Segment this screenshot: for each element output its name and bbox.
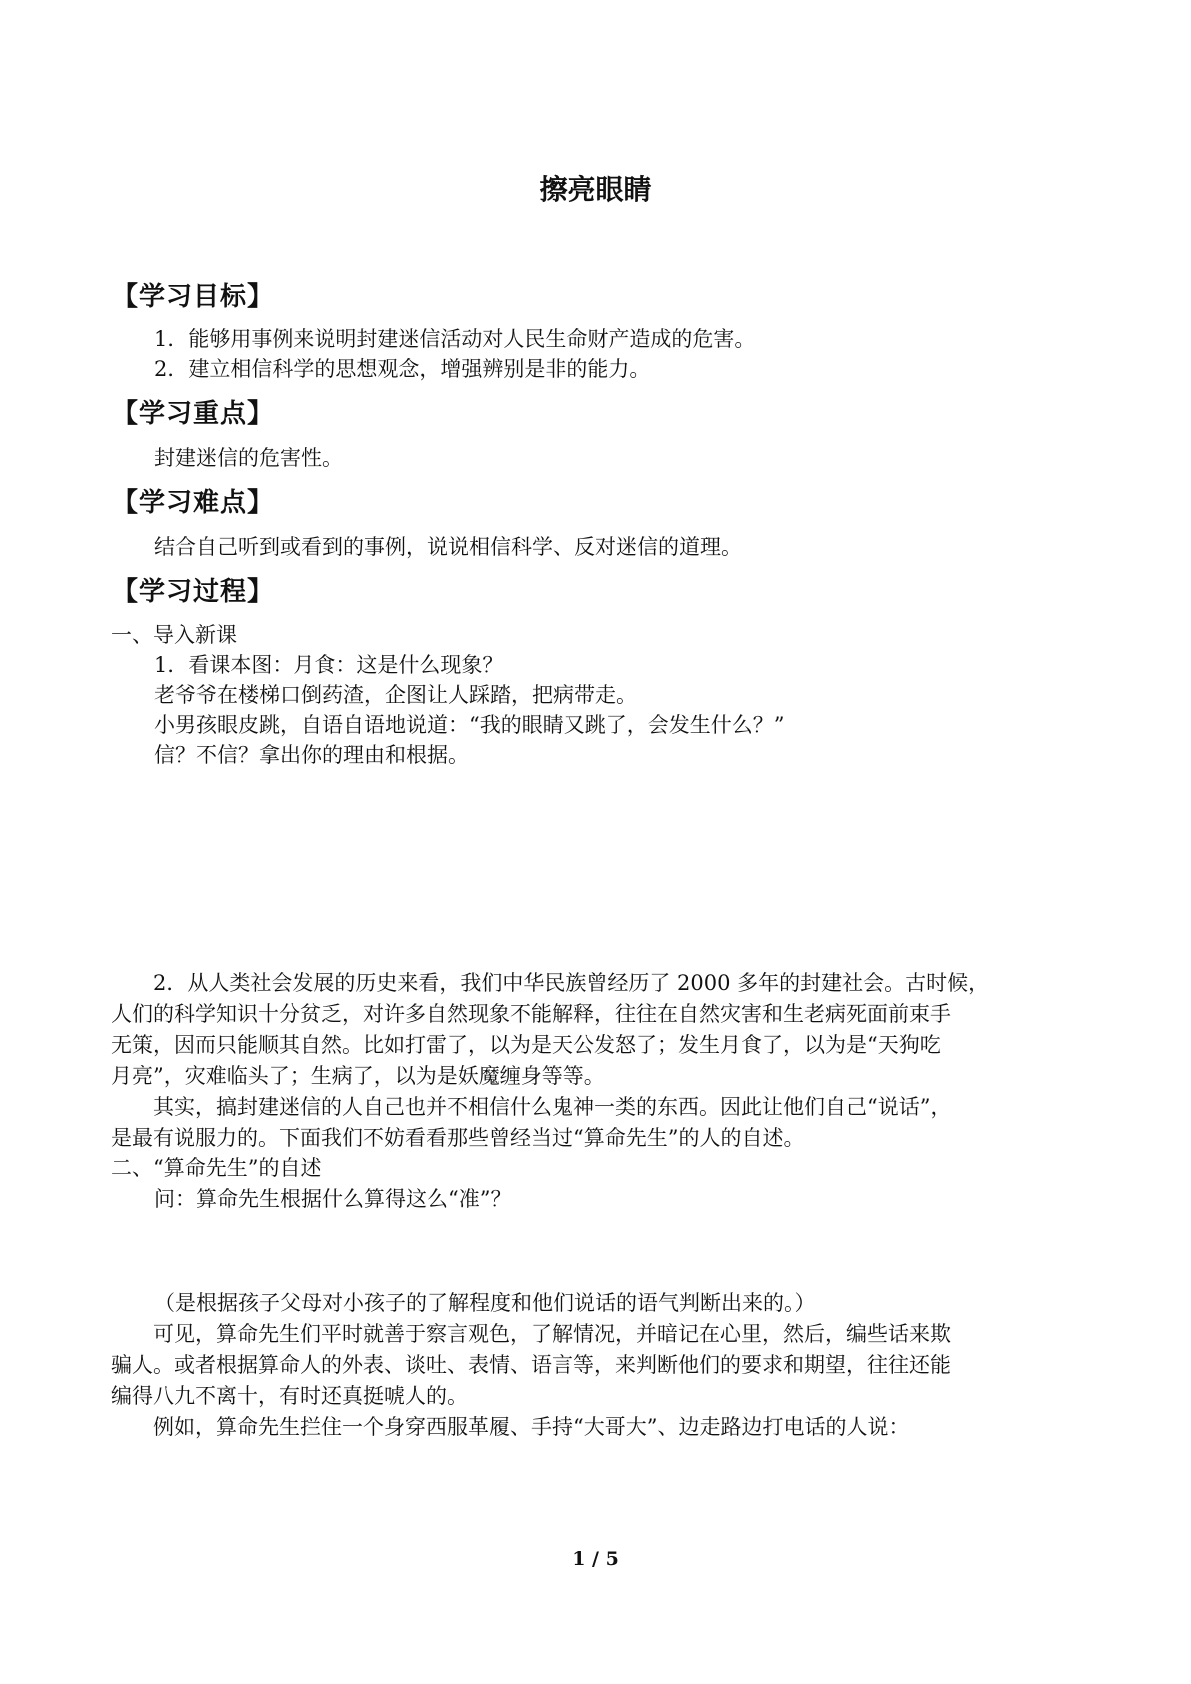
history-paragraph-line: 无策，因而只能顺其自然。比如打雷了，以为是天公发怒了；发生月食了，以为是“天狗吃: [111, 1033, 941, 1057]
part1-line: 老爷爷在楼梯口倒药渣，企图让人踩踏，把病带走。: [154, 683, 637, 707]
part1-title: 一、导入新课: [111, 623, 237, 647]
part2-paragraph-line: 可见，算命先生们平时就善于察言观色，了解情况，并暗记在心里，然后，编些话来欺: [111, 1322, 951, 1346]
part2-title: 二、“算命先生”的自述: [111, 1156, 322, 1180]
objectives-heading: 【学习目标】: [112, 282, 275, 312]
objective-item: 2．建立相信科学的思想观念，增强辨别是非的能力。: [154, 357, 651, 381]
part2-question: 问：算命先生根据什么算得这么“准”？: [154, 1187, 512, 1211]
difficulty-text: 结合自己听到或看到的事例，说说相信科学、反对迷信的道理。: [154, 535, 742, 559]
part2-example-line: 例如，算命先生拦住一个身穿西服革履、手持“大哥大”、边走路边打电话的人说：: [111, 1415, 910, 1439]
history-paragraph-line: 月亮”，灾难临头了；生病了，以为是妖魔缠身等等。: [111, 1064, 605, 1088]
part1-line: 小男孩眼皮跳，自语自语地说道：“我的眼睛又跳了，会发生什么？”: [154, 713, 785, 737]
history-paragraph-line: 人们的科学知识十分贫乏，对许多自然现象不能解释，往往在自然灾害和生老病死面前束手: [111, 1002, 951, 1026]
part2-answer: （是根据孩子父母对小孩子的了解程度和他们说话的语气判断出来的。）: [154, 1291, 816, 1315]
difficulty-heading: 【学习难点】: [112, 488, 275, 518]
page-title: 擦亮眼睛: [539, 173, 652, 206]
key-point-text: 封建迷信的危害性。: [154, 446, 343, 470]
objective-item: 1．能够用事例来说明封建迷信活动对人民生命财产造成的危害。: [154, 327, 756, 351]
part1-line: 信？不信？拿出你的理由和根据。: [154, 743, 469, 767]
history-paragraph-line: 2．从人类社会发展的历史来看，我们中华民族曾经历了 2000 多年的封建社会。古时候，: [111, 971, 990, 995]
part2-paragraph-line: 骗人。或者根据算命人的外表、谈吐、表情、语言等，来判断他们的要求和期望，往往还能: [111, 1353, 951, 1377]
process-heading: 【学习过程】: [112, 577, 275, 607]
part1-line: 1．看课本图：月食：这是什么现象？: [154, 653, 504, 677]
superstition-paragraph-line: 是最有说服力的。下面我们不妨看看那些曾经当过“算命先生”的人的自述。: [111, 1126, 805, 1150]
part2-paragraph-line: 编得八九不离十，有时还真挺唬人的。: [111, 1384, 468, 1408]
page-number: 1 / 5: [572, 1548, 619, 1570]
key-point-heading: 【学习重点】: [112, 399, 275, 429]
superstition-paragraph-line: 其实，搞封建迷信的人自己也并不相信什么鬼神一类的东西。因此让他们自己“说话”，: [111, 1095, 952, 1119]
